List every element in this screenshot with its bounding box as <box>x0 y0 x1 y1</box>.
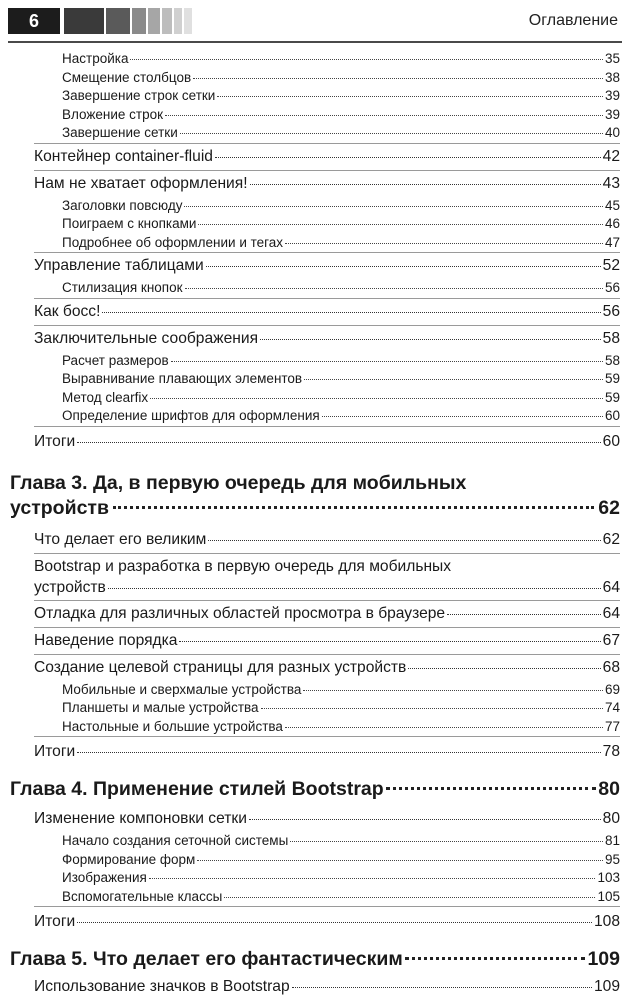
toc-entry[interactable]: Поиграем с кнопками 46 <box>62 216 620 231</box>
toc-entry[interactable]: Настольные и большие устройства 77 <box>62 718 620 734</box>
toc-section[interactable]: Отладка для различных областей просмотра в браузере 64 <box>34 604 620 622</box>
toc-section[interactable]: Что делает его великим 62 <box>34 530 620 548</box>
header-bar-2 <box>106 8 130 34</box>
header-rule <box>8 41 622 43</box>
toc-entry[interactable]: Планшеты и малые устройства 74 <box>62 700 620 715</box>
toc-entry[interactable]: Вспомогательные классы 105 <box>62 888 620 904</box>
toc-entry[interactable]: Расчет размеров 58 <box>62 352 620 368</box>
toc-section[interactable]: Создание целевой страницы для разных устройств 68 <box>34 658 620 676</box>
toc-chapter-5[interactable]: Глава 5. Что делает его фантастическим 109 <box>10 948 620 970</box>
toc-entry[interactable]: Выравнивание плавающих элементов 59 <box>62 371 620 386</box>
header-bar-3 <box>132 8 146 34</box>
toc-entry[interactable]: Определение шрифтов для оформления 60 <box>62 408 620 423</box>
toc-section[interactable]: Использование значков в Bootstrap 109 <box>34 978 620 995</box>
toc-entry[interactable]: Изображения 103 <box>62 870 620 885</box>
toc-section[interactable]: Итоги 60 <box>34 432 620 450</box>
toc-entry[interactable]: Завершение сетки 40 <box>62 125 620 140</box>
header-bar-6 <box>174 8 182 34</box>
toc-entry[interactable]: Завершение строк сетки 39 <box>62 88 620 103</box>
toc-entry[interactable]: Подробнее об оформлении и тегах 47 <box>62 234 620 250</box>
toc-section[interactable]: Изменение компоновки сетки 80 <box>34 810 620 827</box>
toc-chapter-4[interactable]: Глава 4. Применение стилей Bootstrap 80 <box>10 778 620 800</box>
toc-entry[interactable]: Настройка 35 <box>62 51 620 66</box>
toc-section[interactable]: Bootstrap и разработка в первую очередь для мобильных устройств 64 <box>34 557 620 596</box>
toc-entry[interactable]: Мобильные и сверхмалые устройства 69 <box>62 681 620 697</box>
toc-section[interactable]: Управление таблицами 52 <box>34 257 620 274</box>
chapter-3-title-line1: Глава 3. Да, в первую очередь для мобильных <box>10 471 467 494</box>
toc-entry[interactable]: Смещение столбцов 38 <box>62 69 620 85</box>
toc-entry[interactable]: Стилизация кнопок 56 <box>62 280 620 295</box>
running-title: Оглавление <box>528 12 618 29</box>
header-bar-7 <box>184 8 192 34</box>
header-bar-4 <box>148 8 160 34</box>
chapter-3-title-line2: устройств <box>10 496 109 519</box>
toc-section[interactable]: Наведение порядка 67 <box>34 631 620 649</box>
header-bar-5 <box>162 8 172 34</box>
header-bar-1 <box>64 8 104 34</box>
toc-entry[interactable]: Начало создания сеточной системы 81 <box>62 833 620 848</box>
toc-section[interactable]: Заключительные соображения 58 <box>34 329 620 347</box>
toc-entry[interactable]: Заголовки повсюду 45 <box>62 197 620 213</box>
toc-section[interactable]: Контейнер container-fluid 42 <box>34 147 620 165</box>
toc-section[interactable]: Итоги 108 <box>34 913 620 930</box>
chapter-3-page: 62 <box>598 496 620 519</box>
toc-entry[interactable]: Формирование форм 95 <box>62 851 620 867</box>
toc-section[interactable]: Итоги 78 <box>34 743 620 760</box>
toc-section[interactable]: Как босс! 56 <box>34 302 620 320</box>
table-of-contents <box>0 50 630 1000</box>
toc-chapter-3[interactable] <box>0 471 620 521</box>
page-number: 6 <box>8 8 60 34</box>
toc-section[interactable]: Нам не хватает оформления! 43 <box>34 174 620 192</box>
toc-entry[interactable]: Метод clearfix 59 <box>62 389 620 405</box>
page-header <box>0 0 630 44</box>
toc-entry[interactable]: Вложение строк 39 <box>62 106 620 122</box>
